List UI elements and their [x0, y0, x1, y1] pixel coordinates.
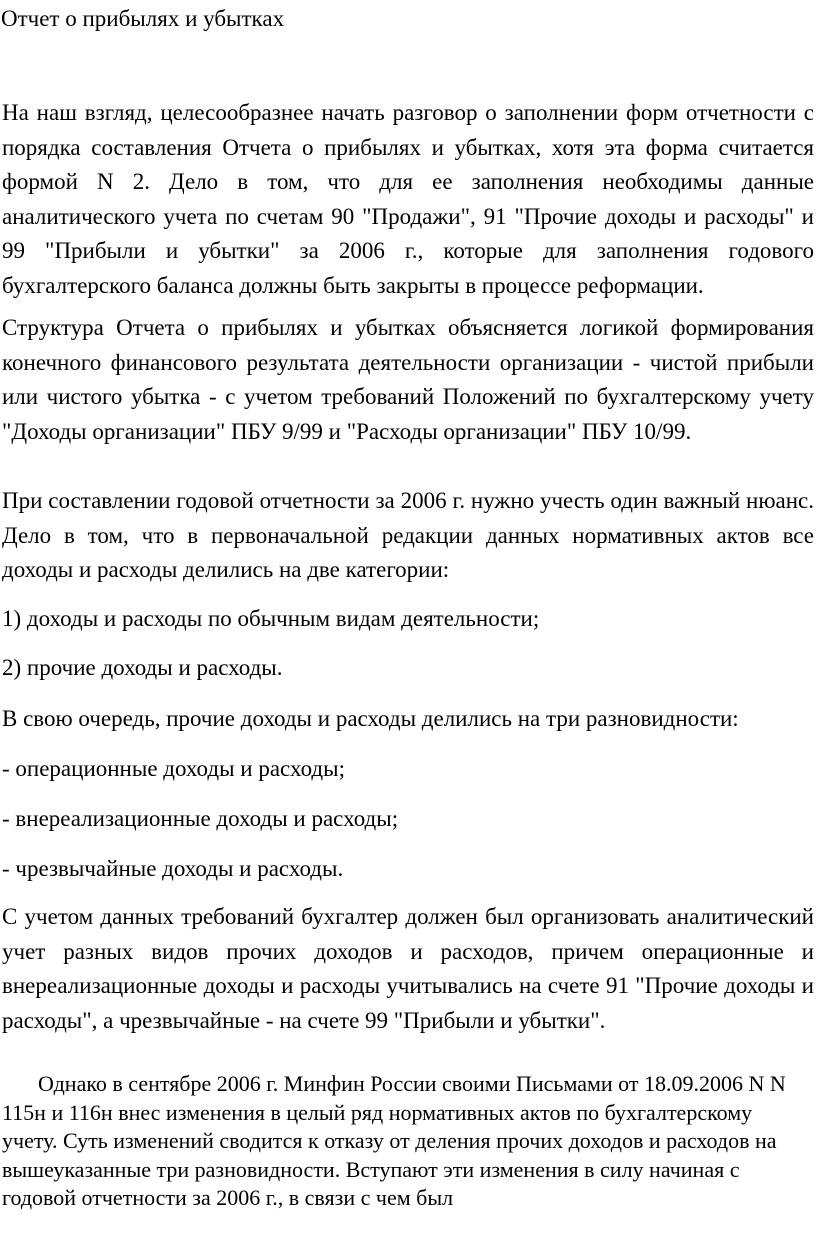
paragraph-accounting: С учетом данных требований бухгалтер должен был организовать аналитический учет разных видов прочих доходов и расходов, причем операционные и внереализационные доходы и расходы учитывались на счете 91 "Прочие доходы и расходы", а чрезвычайные - на счете 99 "Прибыли и убытки". [2, 904, 814, 1033]
paragraph-nuance: При составлении годовой отчетности за 2006 г. нужно учесть один важный нюанс. Дело в том, что в первоначальной редакции данных нормативных актов все доходы и расходы делились на две категории: [2, 488, 814, 583]
list-item: 1) доходы и расходы по обычным видам деятельности; [2, 606, 540, 631]
paragraph-minfin: Однако в сентябре 2006 г. Минфин России своими Письмами от 18.09.2006 N N 115н и 116н внес изменения в целый ряд нормативных актов по бухгалтерскому учету. Суть изменений сводится к отказу от деления прочих доходов и расходов на вышеуказанные три разновидности. Вступают эти изменения в силу начиная с годовой отчетности за 2006 г., в связи с чем был [2, 1071, 786, 1211]
paragraph-intro: На наш взгляд, целесообразнее начать разговор о заполнении форм отчетности с порядка составления Отчета о прибылях и убытках, хотя эта форма считается формой N 2. Дело в том, что для ее заполнения необходимы данные аналитического учета по счетам 90 "Продажи", 91 "Прочие доходы и расходы" и 99 "Прибыли и убытки" за 2006 г., которые для заполнения годового бухгалтерского баланса должны быть закрыты в процессе реформации. [2, 100, 814, 298]
paragraph-varieties: В свою очередь, прочие доходы и расходы делились на три разновидности: [2, 706, 739, 731]
list-item: - внереализационные доходы и расходы; [2, 806, 399, 831]
paragraph-structure: Структура Отчета о прибылях и убытках объясняется логикой формирования конечного финансового результата деятельности организации - чистой прибыли или чистого убытка - с учетом требований Положений по бухгалтерскому учету "Доходы организации" ПБУ 9/99 и "Расходы организации" ПБУ 10/99. [2, 315, 814, 444]
list-item: - чрезвычайные доходы и расходы. [2, 856, 344, 881]
list-item: - операционные доходы и расходы; [2, 756, 345, 781]
document-title: Отчет о прибылях и убытках [1, 6, 285, 31]
list-item: 2) прочие доходы и расходы. [2, 655, 283, 680]
